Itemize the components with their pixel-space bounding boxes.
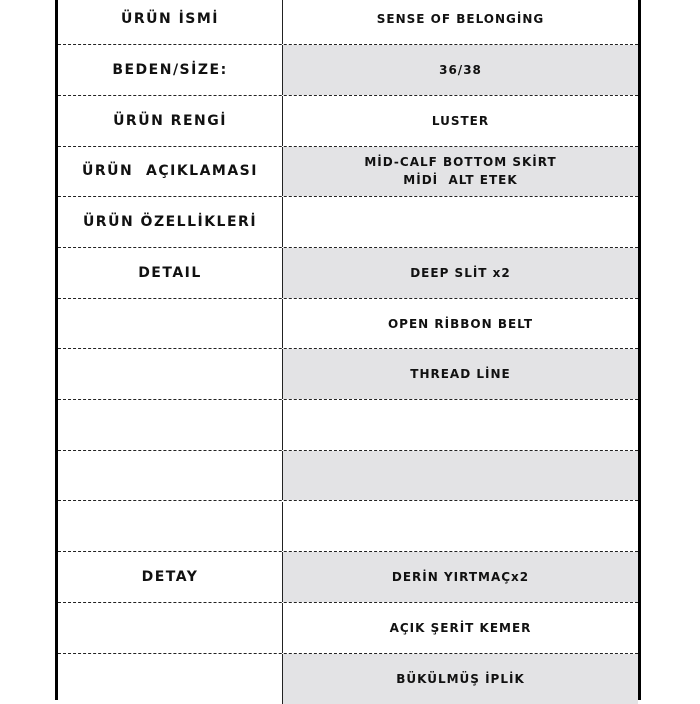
table-row xyxy=(58,197,638,248)
table-row xyxy=(58,654,638,704)
table-row xyxy=(58,0,638,45)
table-row xyxy=(58,248,638,299)
row-value: OPEN RİBBON BELT xyxy=(387,316,534,331)
table-row xyxy=(58,349,638,400)
row-label: DETAIL xyxy=(58,248,283,298)
row-label xyxy=(58,400,283,450)
table-row xyxy=(58,299,638,350)
row-label: BEDEN/SİZE: xyxy=(58,45,283,95)
row-value: AÇIK ŞERİT KEMER xyxy=(389,620,532,635)
table-row xyxy=(58,502,638,553)
product-spec-table xyxy=(55,0,641,700)
row-value: 36/38 xyxy=(283,45,638,95)
row-value xyxy=(283,502,638,552)
row-value: DERİN YIRTMAÇx2 xyxy=(283,552,638,602)
row-value xyxy=(283,197,638,247)
table-row xyxy=(58,451,638,502)
row-label: ÜRÜN İSMİ xyxy=(58,0,283,44)
row-label xyxy=(58,349,283,399)
row-label xyxy=(58,502,283,552)
row-value: THREAD LİNE xyxy=(283,349,638,399)
row-label: ÜRÜN AÇIKLAMASI xyxy=(58,147,283,197)
table-row xyxy=(58,147,638,198)
row-value: SENSE OF BELONGİNG xyxy=(376,12,545,27)
table-row xyxy=(58,400,638,451)
row-label xyxy=(58,299,283,349)
row-value: DEEP SLİT x2 xyxy=(283,248,638,298)
row-value xyxy=(283,451,638,501)
table-row xyxy=(58,96,638,147)
row-label xyxy=(58,603,283,653)
row-value: BÜKÜLMÜŞ İPLİK xyxy=(283,654,638,704)
table-row xyxy=(58,45,638,96)
row-value: LUSTER xyxy=(431,113,490,128)
row-value xyxy=(283,400,638,450)
row-label: ÜRÜN ÖZELLİKLERİ xyxy=(58,197,283,247)
row-label xyxy=(58,654,283,704)
row-label: DETAY xyxy=(58,552,283,602)
row-value: MİD-CALF BOTTOM SKİRT MİDİ ALT ETEK xyxy=(283,147,638,197)
table-row xyxy=(58,603,638,654)
row-label xyxy=(58,451,283,501)
row-label: ÜRÜN RENGİ xyxy=(58,96,283,146)
table-row xyxy=(58,552,638,603)
